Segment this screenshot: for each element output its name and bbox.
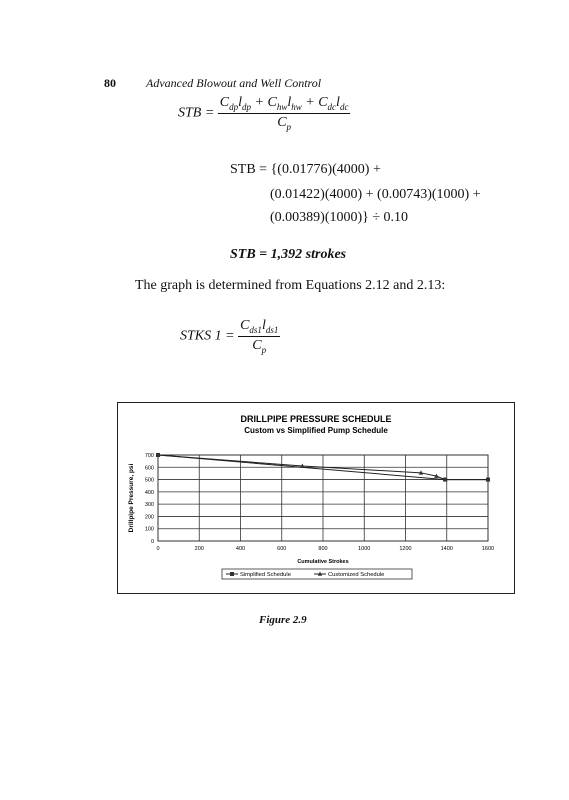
y-tick-label: 300 xyxy=(144,502,154,509)
page-number: 80 xyxy=(104,76,116,90)
chart-subtitle: Custom vs Simplified Pump Schedule xyxy=(244,426,388,435)
legend-label: Simplified Schedule xyxy=(240,572,291,579)
equation-stb-substitution-line1: STB = {(0.01776)(4000) + xyxy=(230,162,381,177)
equation-denominator: $C_p$ xyxy=(277,114,292,132)
y-axis-title: Drillpipe Pressure, psi xyxy=(128,463,135,533)
chart-svg xyxy=(118,403,514,593)
x-tick-label: 1400 xyxy=(440,546,453,552)
equation-stb-formula xyxy=(178,95,350,132)
equation-stb-substitution-line2: (0.01422)(4000) + (0.00743)(1000) + xyxy=(270,187,481,202)
x-tick-label: 1000 xyxy=(358,546,371,552)
pressure-schedule-chart xyxy=(117,402,515,594)
y-tick-label: 100 xyxy=(144,526,154,533)
legend-marker xyxy=(230,572,234,576)
legend-label: Customized Schedule xyxy=(328,572,385,579)
y-tick-label: 700 xyxy=(144,453,154,459)
y-tick-label: 500 xyxy=(144,477,154,484)
equation-stb-result: STB = 1,392 strokes xyxy=(230,247,347,262)
body-paragraph: The graph is determined from Equations 2.12 and 2.13: xyxy=(135,278,446,293)
y-tick-label: 200 xyxy=(144,514,154,521)
chart-title: DRILLPIPE PRESSURE SCHEDULE xyxy=(240,414,392,424)
figure-caption: Figure 2.9 xyxy=(259,614,307,626)
equation-stb-substitution-line3: (0.00389)(1000)} ÷ 0.10 xyxy=(270,210,409,225)
x-tick-label: 1200 xyxy=(399,546,412,552)
x-tick-label: 1600 xyxy=(481,546,495,552)
x-tick-label: 400 xyxy=(235,546,246,552)
x-tick-label: 200 xyxy=(194,546,204,552)
x-tick-label: 600 xyxy=(277,546,287,552)
equation-lhs: STB = xyxy=(178,105,215,121)
y-tick-label: 400 xyxy=(144,489,154,496)
y-tick-label: 600 xyxy=(144,465,154,472)
x-tick-label: 0 xyxy=(156,546,160,552)
x-tick-label: 800 xyxy=(318,546,328,552)
running-header: Advanced Blowout and Well Control xyxy=(146,76,322,90)
equation-numerator: $C_{dp}l_{dp} + C_{hw}l_{hw} + C_{dc}l_{dc}$ xyxy=(219,95,349,112)
y-tick-label: 0 xyxy=(150,539,154,545)
equation-stks1: STKS 1 = $\frac{C_{ds1}l_{ds1}}{C_p}$ xyxy=(180,318,279,355)
x-axis-title: Cumulative Strokes xyxy=(297,559,349,565)
